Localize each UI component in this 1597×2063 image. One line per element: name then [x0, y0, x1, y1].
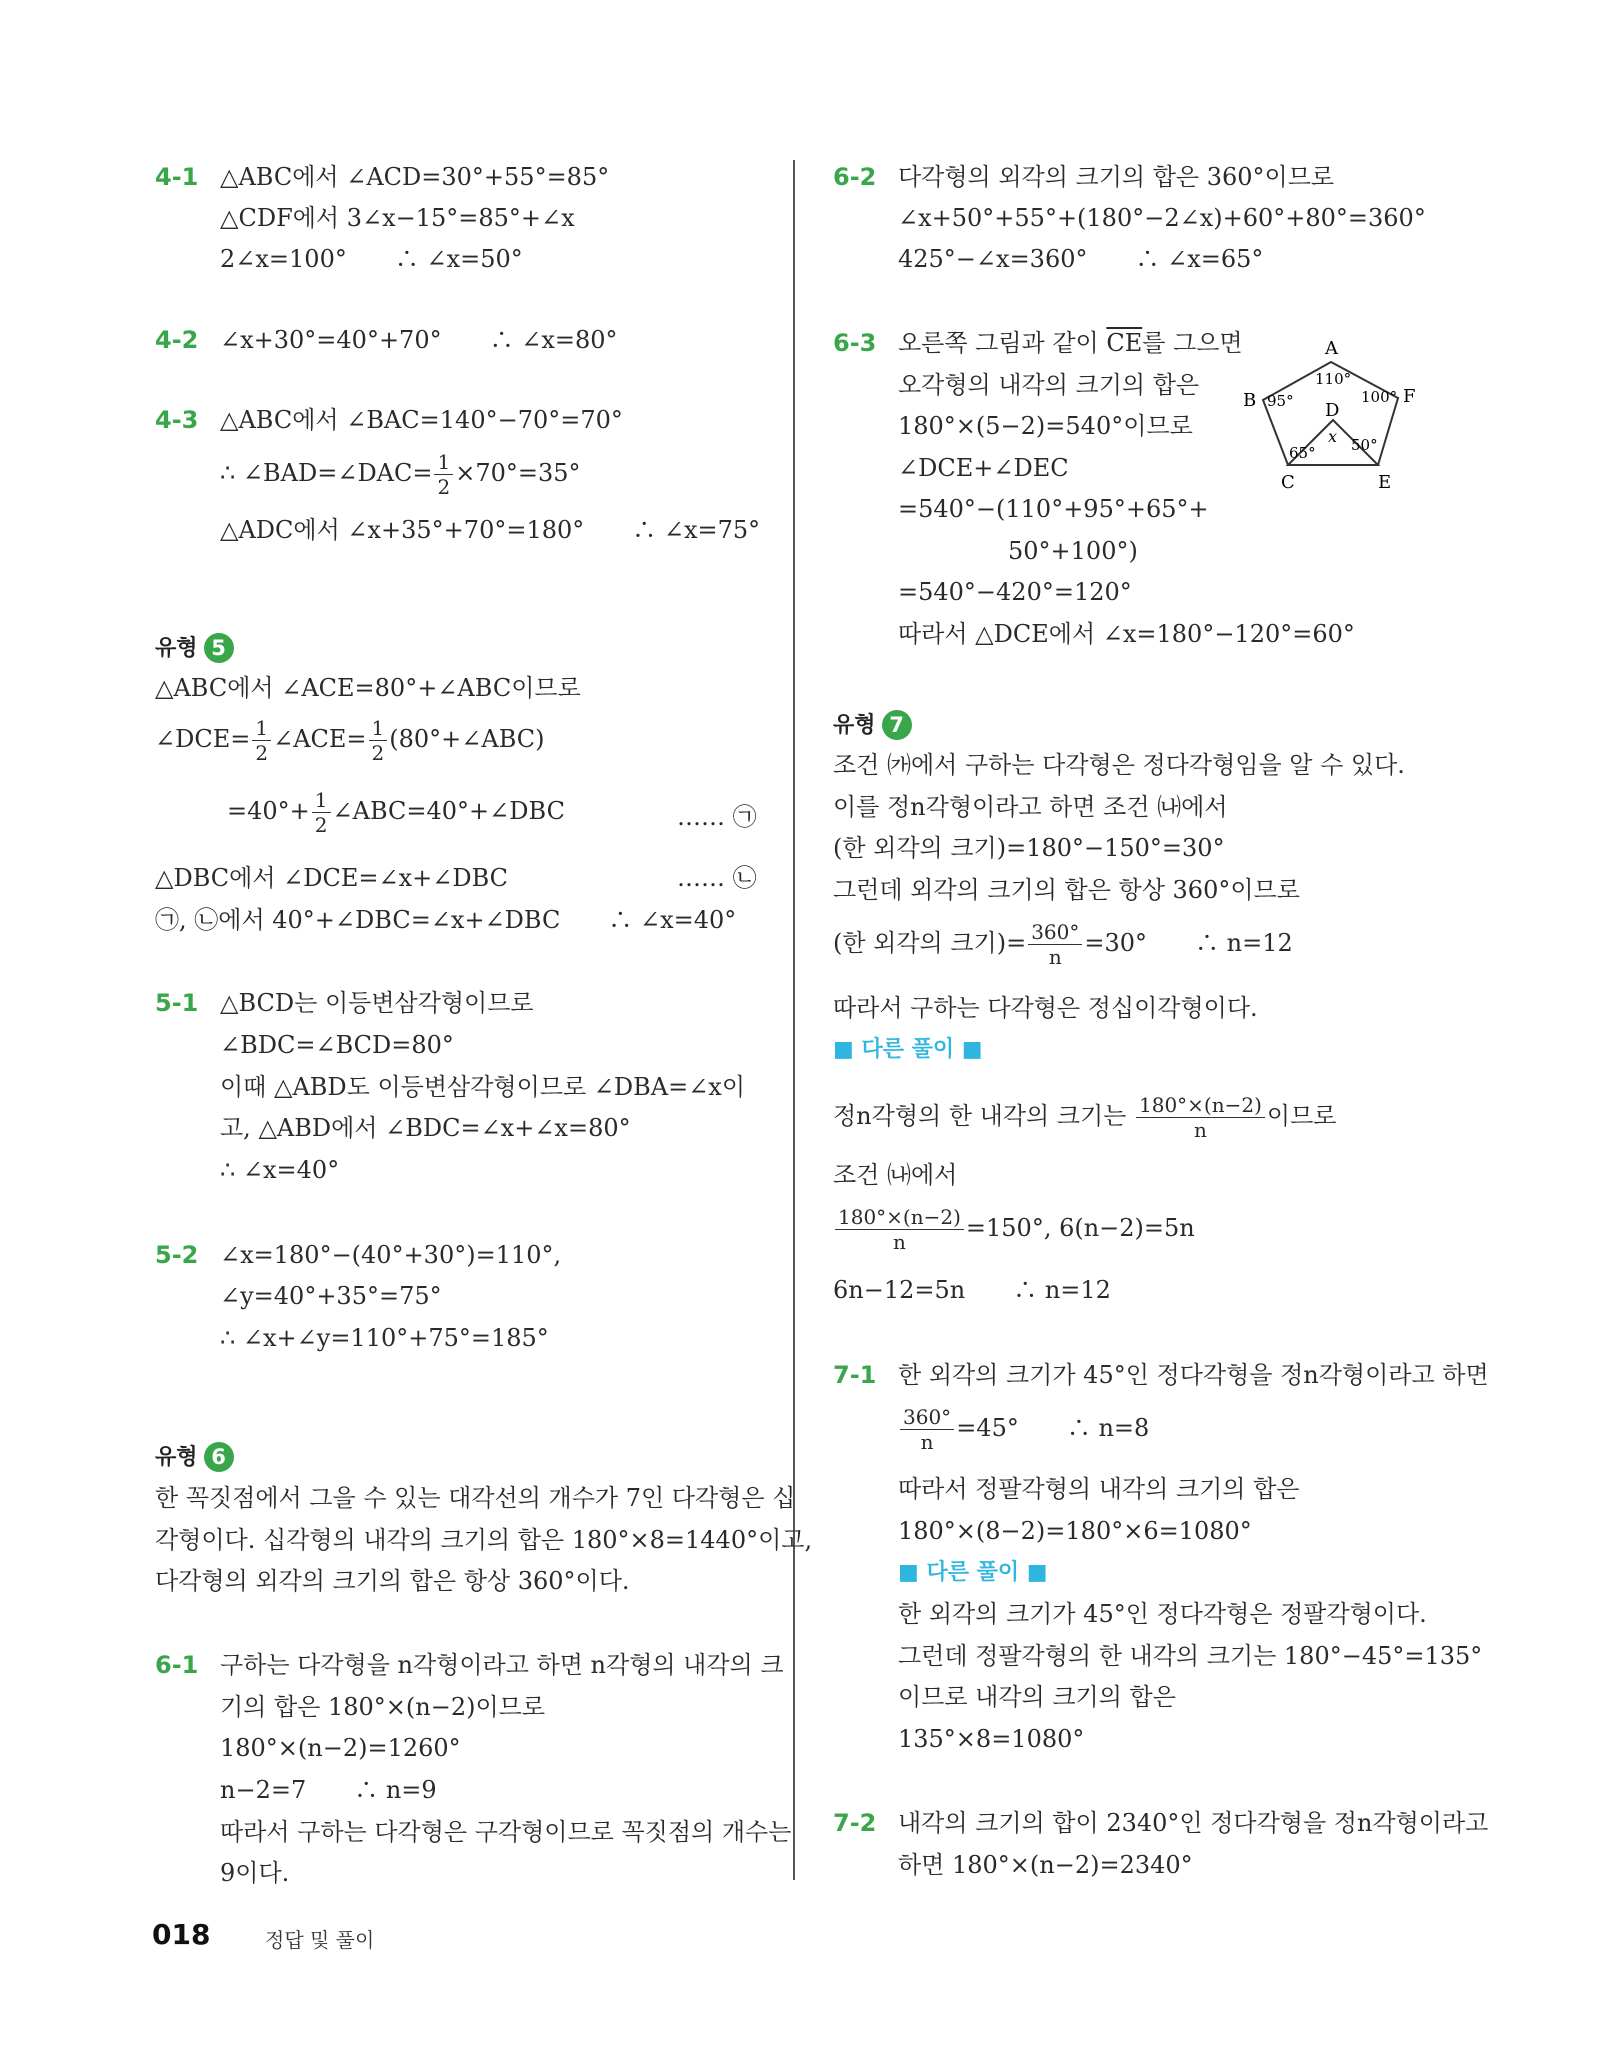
- text-line: 9이다.: [220, 1859, 290, 1887]
- text-line: ∠DCE+∠DEC: [898, 454, 1069, 482]
- text-line-fraction: [227, 788, 565, 837]
- type-heading: [155, 633, 234, 664]
- text-line: =540°−420°=120°: [898, 578, 1132, 606]
- vertex-label-e: E: [1378, 472, 1392, 493]
- denominator: n: [1194, 1118, 1207, 1142]
- angle-label-c: 65°: [1289, 444, 1316, 462]
- text-line: ∠x=180°−(40°+30°)=110°,: [220, 1241, 562, 1269]
- text-segment: =150°, 6(n−2)=5n: [965, 1214, 1195, 1242]
- alternate-solution-heading: ■ 다른 풀이 ■: [898, 1560, 1048, 1585]
- text-line: 이므로 내각의 크기의 합은: [898, 1683, 1176, 1711]
- type-number-badge: 7: [882, 710, 912, 740]
- text-line: 조건 ㈏에서: [833, 1161, 958, 1189]
- vertex-label-d: D: [1325, 400, 1340, 421]
- text-line: △BCD는 이등변삼각형이므로: [220, 989, 534, 1017]
- text-line: 따라서 △DCE에서 ∠x=180°−120°=60°: [898, 620, 1355, 648]
- text-segment: =45° ∴ n=8: [956, 1414, 1150, 1442]
- angle-label-b: 95°: [1267, 392, 1294, 410]
- text-line-fraction: [833, 1205, 1195, 1254]
- text-line: ∠x+30°=40°+70° ∴ ∠x=80°: [220, 326, 618, 354]
- text-line: △CDF에서 3∠x−15°=85°+∠x: [220, 204, 575, 232]
- fraction: [434, 450, 453, 499]
- text-segment: =40°+: [227, 797, 310, 825]
- text-line-fraction: [898, 1405, 1149, 1454]
- text-line-fraction: [833, 920, 1293, 969]
- text-line: 6n−12=5n ∴ n=12: [833, 1276, 1111, 1304]
- text-segment: 오른쪽 그림과 같이: [898, 329, 1107, 357]
- text-line: 180°×(8−2)=180°×6=1080°: [898, 1517, 1252, 1545]
- text-segment: 이므로: [1266, 1102, 1337, 1130]
- problem-label: 4-1: [155, 163, 199, 191]
- fraction: [835, 1205, 964, 1254]
- text-line: △ABC에서 ∠BAC=140°−70°=70°: [220, 406, 623, 434]
- text-segment: =30° ∴ n=12: [1084, 929, 1293, 957]
- text-line: 조건 ㈎에서 구하는 다각형은 정다각형임을 알 수 있다.: [833, 751, 1405, 779]
- vertex-label-f: F: [1403, 386, 1416, 407]
- text-line: 오각형의 내각의 크기의 합은: [898, 371, 1200, 399]
- vertex-label-a: A: [1325, 338, 1338, 359]
- text-line: [898, 328, 1243, 358]
- text-line-fraction: [220, 450, 581, 499]
- text-segment: ∠ACE=: [273, 725, 367, 753]
- text-segment: (한 외각의 크기)=: [833, 929, 1027, 957]
- numerator: 1: [252, 716, 271, 741]
- angle-label-e: 50°: [1351, 436, 1378, 454]
- text-line: 따라서 구하는 다각형은 구각형이므로 꼭짓점의 개수는: [220, 1818, 792, 1846]
- numerator: 360°: [900, 1405, 954, 1430]
- equation-marker: …… ㉡: [677, 864, 757, 892]
- problem-label: 5-1: [155, 989, 199, 1017]
- text-line: △ADC에서 ∠x+35°+70°=180° ∴ ∠x=75°: [220, 516, 761, 544]
- type-title: 유형: [155, 1445, 198, 1470]
- text-line: 내각의 크기의 합이 2340°인 정다각형을 정n각형이라고: [898, 1809, 1489, 1837]
- angle-label-x: x: [1328, 427, 1338, 446]
- type-title: 유형: [833, 713, 876, 738]
- problem-label: 4-2: [155, 326, 199, 354]
- text-line: 2∠x=100° ∴ ∠x=50°: [220, 245, 523, 273]
- numerator: 180°×(n−2): [1136, 1093, 1265, 1118]
- page-number: 018: [152, 1918, 211, 1951]
- text-line: 50°+100°): [1008, 537, 1138, 565]
- text-segment: (80°+∠ABC): [389, 725, 545, 753]
- fraction: [1136, 1093, 1265, 1142]
- text-segment: 를 그으면: [1142, 329, 1243, 357]
- type-heading: [833, 710, 912, 741]
- text-line: 이때 △ABD도 이등변삼각형이므로 ∠DBA=∠x이: [220, 1073, 746, 1101]
- problem-label: 6-2: [833, 163, 877, 191]
- text-line: ∠BDC=∠BCD=80°: [220, 1031, 454, 1059]
- vertex-label-c: C: [1281, 472, 1295, 493]
- numerator: 360°: [1028, 920, 1082, 945]
- fraction: [1028, 920, 1082, 969]
- problem-label: 7-2: [833, 1809, 877, 1837]
- text-line: ∴ ∠x+∠y=110°+75°=185°: [220, 1324, 549, 1352]
- text-line: 구하는 다각형을 n각형이라고 하면 n각형의 내각의 크: [220, 1651, 784, 1679]
- text-line: 180°×(5−2)=540°이므로: [898, 412, 1193, 440]
- text-line: 기의 합은 180°×(n−2)이므로: [220, 1693, 546, 1721]
- denominator: 2: [255, 741, 269, 765]
- vertex-label-b: B: [1243, 390, 1257, 411]
- denominator: n: [893, 1230, 906, 1254]
- text-line: 그런데 외각의 크기의 합은 항상 360°이므로: [833, 876, 1300, 904]
- text-line: ∴ ∠x=40°: [220, 1156, 340, 1184]
- problem-label: 7-1: [833, 1361, 877, 1389]
- numerator: 1: [434, 450, 453, 475]
- alternate-solution-heading: ■ 다른 풀이 ■: [833, 1037, 983, 1062]
- numerator: 180°×(n−2): [835, 1205, 964, 1230]
- denominator: n: [920, 1430, 934, 1454]
- text-line: △ABC에서 ∠ACE=80°+∠ABC이므로: [155, 674, 581, 702]
- text-line: 135°×8=1080°: [898, 1725, 1085, 1753]
- denominator: 2: [314, 813, 328, 837]
- type-heading: [155, 1442, 234, 1473]
- text-line: ∠y=40°+35°=75°: [220, 1282, 442, 1310]
- text-line: 하면 180°×(n−2)=2340°: [898, 1851, 1193, 1879]
- text-segment: ∠ABC=40°+∠DBC: [332, 797, 565, 825]
- text-line: 다각형의 외각의 크기의 합은 360°이므로: [898, 163, 1335, 191]
- type-title: 유형: [155, 636, 198, 661]
- text-segment: 정n각형의 한 내각의 크기는: [833, 1102, 1134, 1130]
- problem-label: 4-3: [155, 406, 199, 434]
- text-line: 고, △ABD에서 ∠BDC=∠x+∠x=80°: [220, 1114, 631, 1142]
- pentagon-figure: [1233, 330, 1473, 530]
- text-line: 따라서 구하는 다각형은 정십이각형이다.: [833, 994, 1258, 1022]
- text-line: 한 꼭짓점에서 그을 수 있는 대각선의 개수가 7인 다각형은 십: [155, 1484, 796, 1512]
- denominator: 2: [437, 475, 451, 499]
- fraction: [900, 1405, 954, 1454]
- text-line: 각형이다. 십각형의 내각의 크기의 합은 180°×8=1440°이고,: [155, 1526, 813, 1554]
- text-line: ∠x+50°+55°+(180°−2∠x)+60°+80°=360°: [898, 204, 1426, 232]
- text-line: 180°×(n−2)=1260°: [220, 1734, 461, 1762]
- text-line: (한 외각의 크기)=180°−150°=30°: [833, 834, 1225, 862]
- problem-label: 6-1: [155, 1651, 199, 1679]
- text-segment: ∴ ∠BAD=∠DAC=: [220, 459, 433, 487]
- fraction: [312, 788, 331, 837]
- footer-title: 정답 및 풀이: [265, 1928, 375, 1952]
- problem-label: 6-3: [833, 329, 877, 357]
- text-line: △ABC에서 ∠ACD=30°+55°=85°: [220, 163, 610, 191]
- angle-label-a: 110°: [1315, 370, 1352, 388]
- text-line: △DBC에서 ∠DCE=∠x+∠DBC: [155, 864, 509, 892]
- text-line: 따라서 정팔각형의 내각의 크기의 합은: [898, 1475, 1300, 1503]
- text-line-fraction: [833, 1093, 1336, 1142]
- text-line: 425°−∠x=360° ∴ ∠x=65°: [898, 245, 1264, 273]
- problem-label: 5-2: [155, 1241, 199, 1269]
- denominator: n: [1048, 945, 1062, 969]
- text-line: 이를 정n각형이라고 하면 조건 ㈏에서: [833, 793, 1228, 821]
- text-line: n−2=7 ∴ n=9: [220, 1776, 437, 1804]
- column-divider: [793, 160, 795, 1880]
- fraction: [369, 716, 388, 765]
- text-line-fraction: [155, 716, 545, 765]
- numerator: 1: [312, 788, 331, 813]
- denominator: 2: [371, 741, 385, 765]
- numerator: 1: [369, 716, 388, 741]
- fraction: [252, 716, 271, 765]
- text-line: 다각형의 외각의 크기의 합은 항상 360°이다.: [155, 1567, 630, 1595]
- text-line: 그런데 정팔각형의 한 내각의 크기는 180°−45°=135°: [898, 1642, 1483, 1670]
- equation-marker: …… ㉠: [677, 803, 757, 831]
- text-segment: ∠DCE=: [155, 725, 251, 753]
- text-line: ㉠, ㉡에서 40°+∠DBC=∠x+∠DBC ∴ ∠x=40°: [155, 906, 737, 934]
- angle-label-f: 100°: [1361, 388, 1398, 406]
- type-number-badge: 5: [204, 633, 234, 663]
- type-number-badge: 6: [204, 1442, 234, 1472]
- text-segment: ×70°=35°: [455, 459, 581, 487]
- text-line: =540°−(110°+95°+65°+: [898, 495, 1209, 523]
- text-line: 한 외각의 크기가 45°인 정다각형은 정팔각형이다.: [898, 1600, 1427, 1628]
- text-line: 한 외각의 크기가 45°인 정다각형을 정n각형이라고 하면: [898, 1361, 1489, 1389]
- segment-ce-overline: $\overline{CE}$: [1106, 329, 1143, 357]
